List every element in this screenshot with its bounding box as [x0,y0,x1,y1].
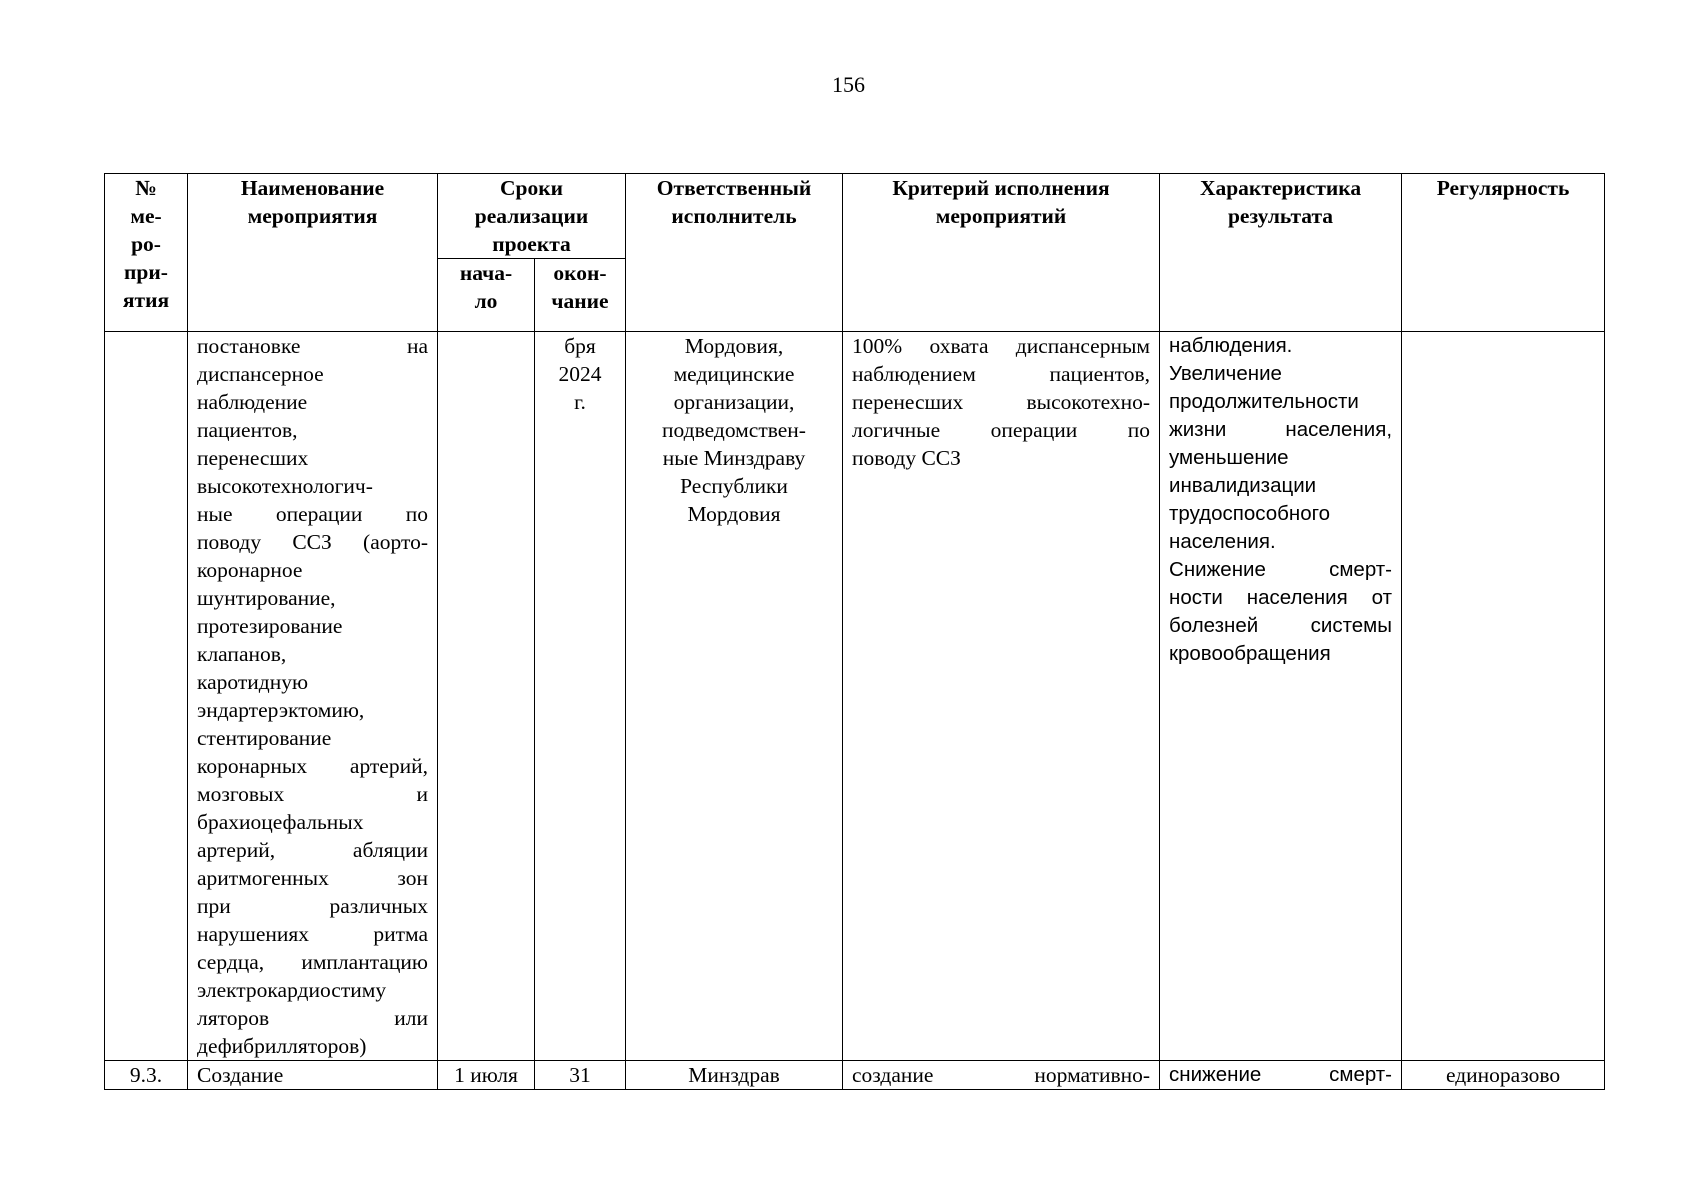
header-name: Наименование мероприятия [188,174,438,332]
cell-regularity: единоразово [1402,1061,1605,1090]
cell-name: постановке на диспансерное наблюдение пациентов, перенесших высокотехнологич- ные операции по поводу ССЗ (аорто- коронарное шунтирование, протезирование клапанов, каротидную эндартерэктомию, стентирование коронарных артерий, мозговых и брахиоцефальных артерий, абляции аритмогенных зон при различных нарушениях ритма сердца, имплантацию электрокардиостиму ляторов или дефибрилляторов) [188,332,438,1061]
header-regularity: Регулярность [1402,174,1605,332]
header-result: Характеристика результата [1160,174,1402,332]
cell-regularity [1402,332,1605,1061]
cell-result: наблюдения. Увеличение продолжительности жизни населения, уменьшение инвалидизации трудоспособного населения. Снижение смерт- ности населения от болезней системы кровообращения [1160,332,1402,1061]
cell-end: 31 [535,1061,626,1090]
cell-end: бря 2024 г. [535,332,626,1061]
cell-num [105,332,188,1061]
table-row [105,332,1605,1061]
header-responsible: Ответственный исполнитель [626,174,843,332]
cell-criterion: создание нормативно- [843,1061,1160,1090]
header-row [105,174,1605,259]
cell-num: 9.3. [105,1061,188,1090]
header-terms: Сроки реализации проекта [438,174,626,259]
cell-start: 1 июля [438,1061,535,1090]
cell-responsible: Минздрав [626,1061,843,1090]
cell-responsible: Мордовия, медицинские организации, подведомствен- ные Минздраву Республики Мордовия [626,332,843,1061]
header-num: № ме- ро- при- ятия [105,174,188,332]
page-number: 156 [832,72,865,97]
cell-result: снижение смерт- [1160,1061,1402,1090]
table-row [105,1061,1605,1090]
header-end: окон- чание [535,259,626,332]
events-table [104,173,1605,1090]
header-start: нача- ло [438,259,535,332]
cell-criterion: 100% охвата диспансерным наблюдением пациентов, перенесших высокотехно- логичные операции по поводу ССЗ [843,332,1160,1061]
cell-start [438,332,535,1061]
cell-name: Создание [188,1061,438,1090]
header-criterion: Критерий исполнения мероприятий [843,174,1160,332]
